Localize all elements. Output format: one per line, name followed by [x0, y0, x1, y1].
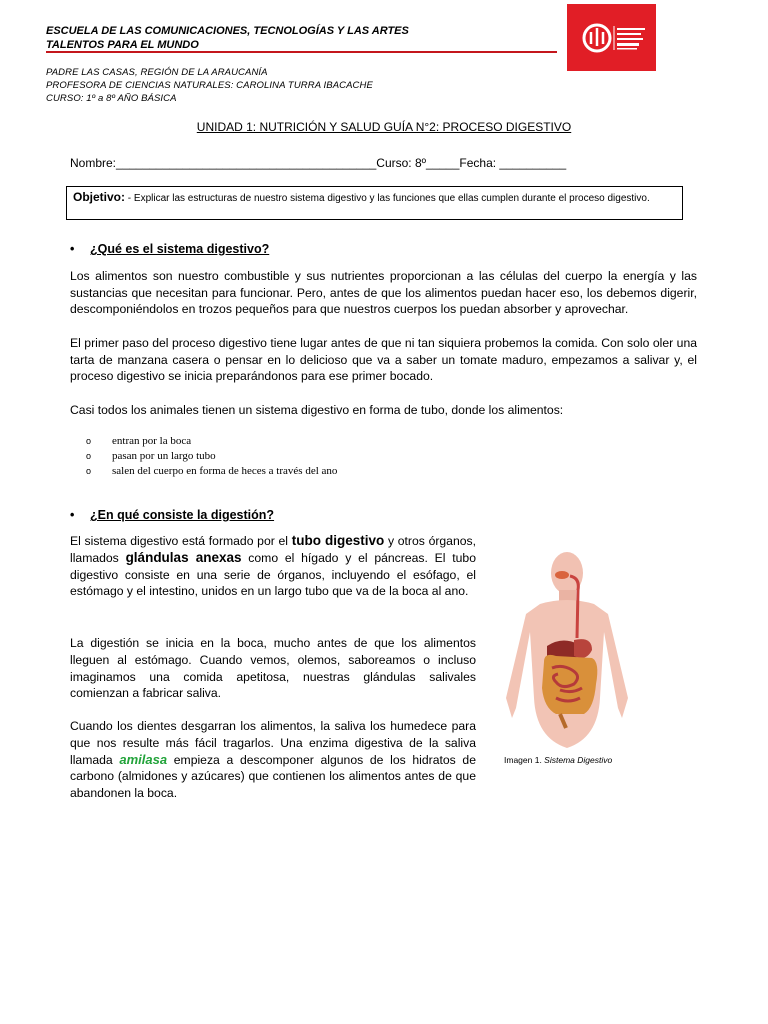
- text-run: empieza a descomponer algunos de los hidratos de carbono (almidones y azúcares) que contienen los alimentos antes de que abandonen la boca.: [70, 752, 476, 801]
- term-amilasa: amilasa: [119, 751, 168, 767]
- text-run: como el hígado y el páncreas. El tubo digestivo consiste en una serie de órganos, incluyendo el esófago, el estómago y el intestino, unidos en un largo tubo que va de la boca al ano.: [70, 550, 476, 599]
- digestive-system-image: [500, 548, 635, 753]
- list-item-text: entran por la boca: [112, 435, 192, 447]
- header-divider: [46, 51, 557, 53]
- school-slogan: TALENTOS PARA EL MUNDO: [46, 39, 199, 51]
- list-item-text: pasan por un largo tubo: [112, 450, 216, 462]
- objective-box: [66, 186, 683, 220]
- school-logo: [567, 4, 656, 71]
- term-glandulas-anexas: glándulas anexas: [125, 549, 242, 565]
- school-header: [46, 24, 409, 52]
- section1-paragraph-2: El primer paso del proceso digestivo tiene lugar antes de que ni tan siquiera probemos la comida. Con solo oler una tarta de manzana casera o pensar en lo delicioso que va a saber un tomate maduro, empezamos a salivar y, el proceso digestivo se inicia preparándonos para ese primer bocado.: [70, 336, 697, 383]
- section1-paragraph-3: Casi todos los animales tienen un sistema digestivo en forma de tubo, donde los alimentos:: [70, 403, 564, 417]
- bullet-icon: •: [70, 242, 75, 256]
- student-form-line: Nombre:_______________________________________Curso: 8º_____Fecha: __________: [70, 156, 567, 170]
- school-logo-icon: [567, 4, 656, 71]
- circle-bullet-icon: o: [86, 466, 92, 476]
- caption-prefix: Imagen 1.: [504, 755, 545, 765]
- unit-title: UNIDAD 1: NUTRICIÓN Y SALUD GUÍA N°2: PROCESO DIGESTIVO: [196, 120, 572, 134]
- section1-heading: [70, 242, 269, 256]
- list-item: [86, 464, 337, 479]
- figure-caption: [504, 755, 612, 765]
- circle-bullet-icon: o: [86, 436, 92, 446]
- section2-paragraph-3: [70, 718, 476, 802]
- objective-text: - Explicar las estructuras de nuestro sistema digestivo y las funciones que ellas cumplen durante el proceso digestivo.: [125, 193, 650, 204]
- list-item: [86, 449, 337, 464]
- section1-heading-text: ¿Qué es el sistema digestivo?: [90, 242, 270, 256]
- school-info: [46, 66, 373, 105]
- caption-title: Sistema Digestivo: [544, 755, 613, 765]
- section1-paragraph-1: Los alimentos son nuestro combustible y sus nutrientes proporcionan a las células del cuerpo la energía y las sustancias que necesitan para funcionar. Pero, antes de que los alimentos puedan hacer eso, los debemos digerir, descomponiéndolos en trozos pequeños para que nuestros cuerpos los puedan absorber y aprovechar.: [70, 269, 697, 316]
- text-run: El sistema digestivo está formado por el: [70, 534, 292, 548]
- term-tubo-digestivo: tubo digestivo: [291, 533, 385, 548]
- food-path-list: [86, 434, 337, 479]
- text-run: Cuando los dientes desgarran los alimentos, la saliva los humedece para que nos resulte más fácil tragarlos. Una enzima digestiva de la saliva llamada: [70, 719, 476, 767]
- objective-label: Objetivo:: [73, 190, 126, 204]
- list-item-text: salen del cuerpo en forma de heces a través del ano: [112, 465, 338, 477]
- text-run: y otros órganos, llamados: [70, 534, 476, 565]
- school-name: ESCUELA DE LAS COMUNICACIONES, TECNOLOGÍAS Y LAS ARTES: [46, 25, 409, 37]
- list-item: [86, 434, 337, 449]
- circle-bullet-icon: o: [86, 451, 92, 461]
- digestive-system-illustration: [500, 548, 635, 753]
- location-line: PADRE LAS CASAS, REGIÓN DE LA ARAUCANÍA: [46, 67, 268, 78]
- section2-heading: [70, 508, 274, 522]
- teacher-line: PROFESORA DE CIENCIAS NATURALES: CAROLINA TURRA IBACACHE: [46, 80, 373, 91]
- section2-paragraph-2: La digestión se inicia en la boca, mucho antes de que los alimentos lleguen al estómago. Cuando vemos, olemos, saboreamos o incluso imaginamos una comida apetitosa, nuestras glándulas salivales comienzan a fabricar saliva.: [70, 636, 476, 701]
- section2-paragraph-1: [70, 533, 476, 600]
- course-line: CURSO: 1º a 8º AÑO BÁSICA: [46, 93, 177, 104]
- section2-heading-text: ¿En qué consiste la digestión?: [90, 508, 275, 522]
- bullet-icon: •: [70, 508, 75, 522]
